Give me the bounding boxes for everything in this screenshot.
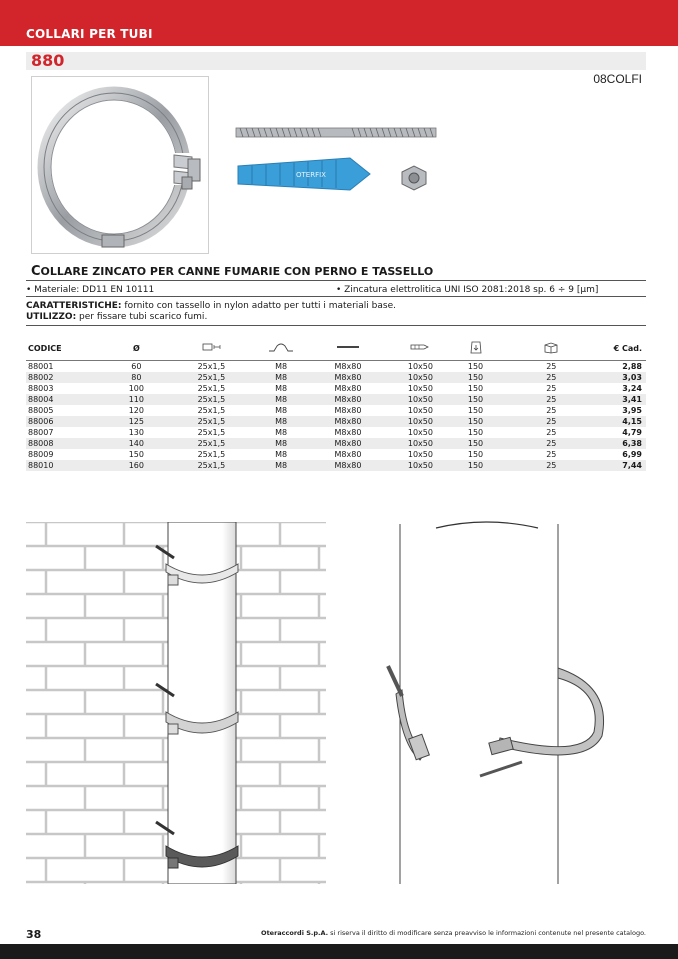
cell-band: 25x1,5 (157, 438, 267, 449)
nylon-dowel-icon (238, 158, 370, 190)
col-dowel-header (400, 336, 441, 361)
table-row (26, 361, 646, 373)
cell-pack: 150 (441, 460, 510, 471)
table-row (26, 394, 646, 405)
cell-dowel: 10x50 (400, 460, 441, 471)
cell-dowel: 10x50 (400, 394, 441, 405)
cell-code: 88006 (26, 416, 116, 427)
table-row (26, 383, 646, 394)
cell-dowel: 10x50 (407, 406, 433, 415)
cell-diameter: 110 (116, 394, 157, 405)
cell-code: 88010 (26, 460, 116, 471)
cell-price: 6,38 (593, 438, 646, 449)
col-price-header: € Cad. (593, 336, 646, 361)
cell-thread: M8 (275, 384, 288, 393)
col-thread-header (266, 336, 296, 361)
cell-band: 25x1,5 (157, 416, 267, 427)
table-body (26, 361, 646, 472)
dowel-brand-label: OTERFIX (296, 171, 326, 179)
table-row (26, 372, 646, 383)
table-header-row (26, 336, 646, 361)
cell-price: 3,95 (622, 406, 642, 415)
section-title: COLLARI PER TUBI (26, 27, 153, 41)
cell-stud: M8x80 (296, 416, 400, 427)
cell-price: 2,88 (622, 362, 642, 371)
cell-band: 25x1,5 (197, 450, 226, 459)
cell-stud: M8x80 (296, 438, 400, 449)
cell-box: 25 (510, 394, 592, 405)
cell-diameter: 80 (116, 372, 157, 383)
product-description (26, 301, 646, 323)
cell-thread: M8 (266, 438, 296, 449)
cell-box: 25 (510, 416, 592, 427)
cell-box: 25 (546, 428, 557, 437)
footer-company: Oteraccordi S.p.A. (261, 929, 329, 937)
cell-price: 4,15 (593, 416, 646, 427)
installation-clamp-illustration (376, 518, 626, 884)
characteristics-label: CARATTERISTICHE: (26, 301, 122, 311)
cell-band: 25x1,5 (157, 460, 267, 471)
col-code-header: CODICE (26, 336, 116, 361)
spec-coating: • Zincatura elettrolitica UNI ISO 2081:2018 sp. 6 ÷ 9 [μm] (336, 285, 599, 295)
cell-diameter: 60 (131, 362, 142, 371)
cell-box: 25 (546, 406, 557, 415)
cell-thread: M8 (275, 428, 288, 437)
hardware-photo (232, 118, 452, 218)
clamp-thread-icon (268, 342, 294, 352)
cell-code: 88003 (28, 384, 54, 393)
cell-dowel: 10x50 (407, 428, 433, 437)
cell-code: 88004 (26, 394, 116, 405)
col-pack-header (441, 336, 510, 361)
band-section-icon (200, 342, 222, 352)
cell-code: 88009 (28, 450, 54, 459)
page-number: 38 (26, 928, 42, 941)
cell-stud: M8x80 (334, 406, 362, 415)
characteristics-line (26, 301, 646, 312)
col-diameter-header: Ø (116, 336, 157, 361)
cell-dowel: 10x50 (400, 438, 441, 449)
divider (26, 325, 646, 326)
divider (26, 296, 646, 297)
cell-pack: 150 (467, 362, 484, 371)
cell-thread: M8 (275, 406, 288, 415)
cell-box: 25 (510, 460, 592, 471)
cell-price: 4,79 (622, 428, 642, 437)
cell-pack: 150 (441, 416, 510, 427)
cell-box: 25 (510, 372, 592, 383)
cell-thread: M8 (275, 450, 288, 459)
cell-diameter: 140 (116, 438, 157, 449)
cell-stud: M8x80 (334, 428, 362, 437)
cell-code: 88008 (26, 438, 116, 449)
cell-code: 88001 (28, 362, 54, 371)
cell-pack: 150 (467, 384, 484, 393)
cell-thread: M8 (266, 416, 296, 427)
dowel-icon (409, 342, 431, 352)
cell-stud: M8x80 (296, 394, 400, 405)
product-photo-clamp (31, 76, 209, 254)
footer-bar (0, 944, 678, 959)
product-heading (31, 264, 433, 279)
cell-pack: 150 (467, 450, 484, 459)
cell-dowel: 10x50 (407, 384, 433, 393)
cell-dowel: 10x50 (407, 450, 433, 459)
table-row (26, 438, 646, 449)
table-row (26, 405, 646, 416)
cell-code: 88002 (26, 372, 116, 383)
cell-price: 3,24 (622, 384, 642, 393)
product-code-band (26, 52, 646, 70)
cell-band: 25x1,5 (157, 372, 267, 383)
usage-label: UTILIZZO: (26, 312, 77, 322)
spec-material: • Materiale: DD11 EN 10111 (26, 285, 155, 295)
cell-price: 7,44 (593, 460, 646, 471)
cell-stud: M8x80 (296, 372, 400, 383)
cell-pack: 150 (467, 428, 484, 437)
cell-diameter: 160 (116, 460, 157, 471)
pipe-clamp-icon (32, 77, 208, 253)
cell-band: 25x1,5 (157, 394, 267, 405)
cell-box: 25 (546, 384, 557, 393)
threaded-stud-icon (236, 128, 436, 137)
characteristics-text: fornito con tassello in nylon adatto per tutti i materiali base. (121, 301, 396, 311)
product-code: 880 (31, 51, 65, 70)
cell-code: 88005 (28, 406, 54, 415)
cell-pack: 150 (441, 438, 510, 449)
table-row (26, 449, 646, 460)
cell-diameter: 125 (116, 416, 157, 427)
cell-pack: 150 (441, 394, 510, 405)
footer-note-text: si riserva il diritto di modificare senza preavviso le informazioni contenute nel presente catalogo. (328, 929, 646, 937)
open-clamp-icon (388, 666, 604, 776)
cell-dowel: 10x50 (400, 416, 441, 427)
col-stud-header (296, 336, 400, 361)
installation-wall-illustration (26, 522, 326, 884)
cell-price: 3,03 (593, 372, 646, 383)
cell-band: 25x1,5 (197, 428, 226, 437)
cell-box: 25 (546, 362, 557, 371)
product-heading-rest: OLLARE ZINCATO PER CANNE FUMARIE CON PERNO E TASSELLO (40, 265, 434, 278)
hex-nut-icon (402, 166, 426, 190)
cell-band: 25x1,5 (197, 406, 226, 415)
cell-band: 25x1,5 (197, 384, 226, 393)
cell-price: 6,99 (622, 450, 642, 459)
cell-thread: M8 (266, 394, 296, 405)
usage-line (26, 312, 646, 323)
footer-disclaimer (261, 929, 646, 937)
cell-stud: M8x80 (334, 450, 362, 459)
cell-diameter: 120 (128, 406, 144, 415)
cell-dowel: 10x50 (407, 362, 433, 371)
cell-stud: M8x80 (334, 384, 362, 393)
table-row (26, 416, 646, 427)
usage-text: per fissare tubi scarico fumi. (76, 312, 208, 322)
stud-bolt-icon (335, 343, 361, 351)
table-row (26, 427, 646, 438)
col-band-header (157, 336, 267, 361)
cell-diameter: 100 (128, 384, 144, 393)
cell-stud: M8x80 (296, 460, 400, 471)
catalog-reference: 08COLFI (593, 72, 642, 86)
box-quantity-icon (543, 340, 559, 354)
cell-pack: 150 (441, 372, 510, 383)
cell-thread: M8 (275, 362, 288, 371)
cell-thread: M8 (266, 372, 296, 383)
cell-band: 25x1,5 (197, 362, 226, 371)
product-heading-initial: C (31, 264, 41, 279)
cell-thread: M8 (266, 460, 296, 471)
table-row (26, 460, 646, 471)
cell-diameter: 130 (128, 428, 144, 437)
divider (26, 280, 646, 281)
package-weight-icon (469, 340, 483, 354)
cell-diameter: 150 (128, 450, 144, 459)
cell-box: 25 (546, 450, 557, 459)
cell-stud: M8x80 (334, 362, 362, 371)
cell-box: 25 (510, 438, 592, 449)
col-box-header (510, 336, 592, 361)
price-table (26, 336, 646, 471)
cell-code: 88007 (28, 428, 54, 437)
cell-dowel: 10x50 (400, 372, 441, 383)
cell-pack: 150 (467, 406, 484, 415)
cell-price: 3,41 (593, 394, 646, 405)
